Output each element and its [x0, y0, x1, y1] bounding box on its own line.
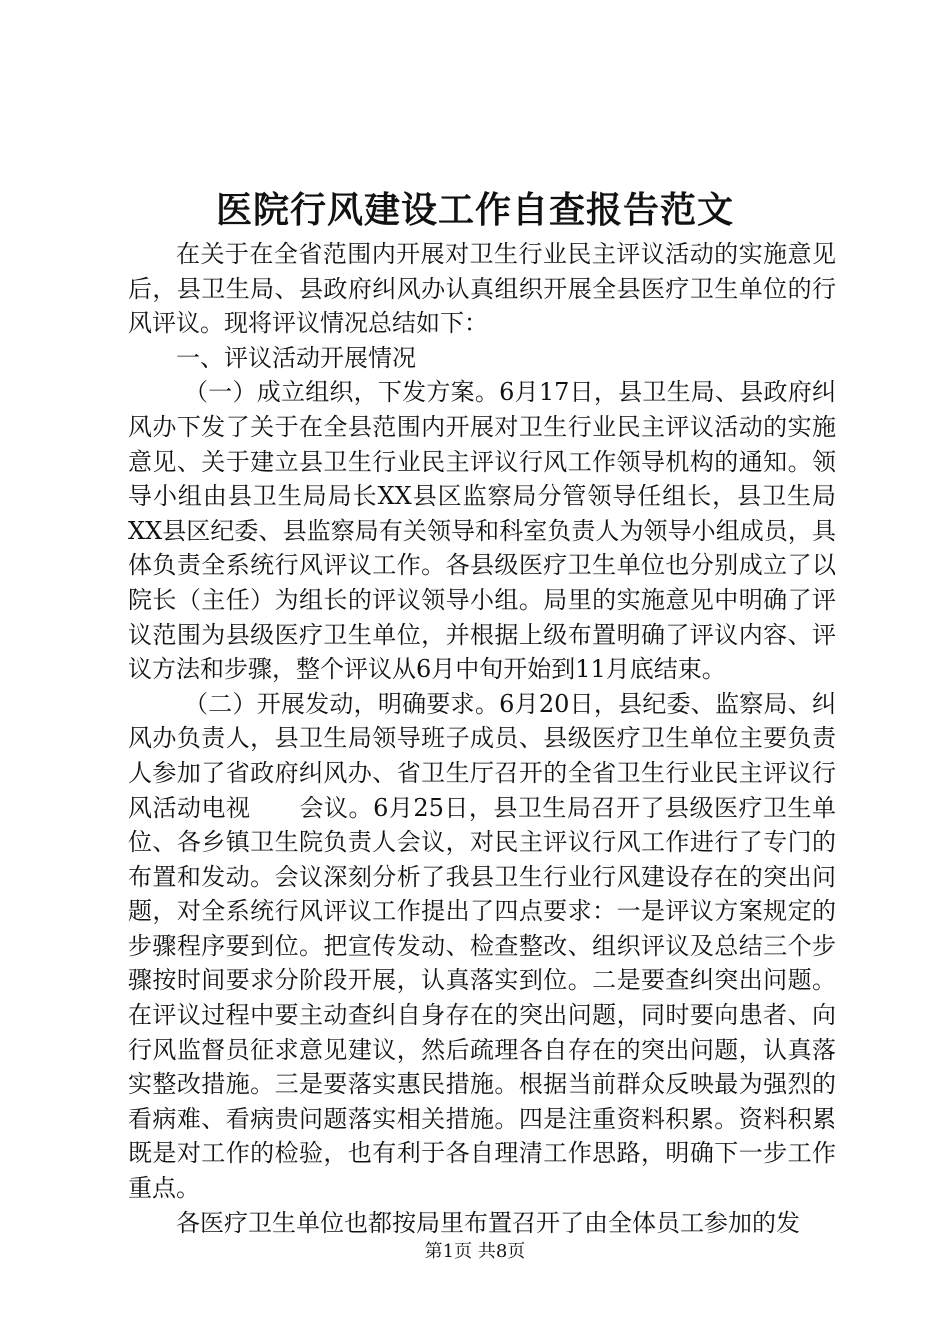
- document-title: 医院行风建设工作自查报告范文: [215, 189, 734, 231]
- paragraph-intro: 在关于在全省范围内开展对卫生行业民主评议活动的实施意见后，县卫生局、县政府纠风办认真组织开展全县医疗卫生单位的行风评议。现将评议情况总结如下：: [128, 240, 836, 338]
- document-body: [128, 237, 836, 1240]
- page-footer: 第1页 共8页: [424, 1241, 526, 1262]
- paragraph-continuation: 各医疗卫生单位也都按局里布置召开了由全体员工参加的发: [176, 1208, 800, 1237]
- paragraph-subsection-1: （一）成立组织，下发方案。6月17日，县卫生局、县政府纠风办下发了关于在全县范围内开展对卫生行业民主评议活动的实施意见、关于建立县卫生行业民主评议行风工作领导机构的通知。领导小组由县卫生局局长XX县区监察局分管领导任组长，县卫生局XX县区纪委、县监察局有关领导和科室负责人为领导小组成员，具体负责全系统行风评议工作。各县级医疗卫生单位也分别成立了以院长（主任）为组长的评议领导小组。局里的实施意见中明确了评议范围为县级医疗卫生单位，并根据上级布置明确了评议内容、评议方法和步骤，整个评议从6月中旬开始到11月底结束。: [128, 378, 836, 684]
- section-heading-1: 一、评议活动开展情况: [176, 343, 416, 372]
- paragraph-subsection-2: （二）开展发动，明确要求。6月20日，县纪委、监察局、纠风办负责人，县卫生局领导班子成员、县级医疗卫生单位主要负责人参加了省政府纠风办、省卫生厅召开的全省卫生行业民主评议行风活动电视 会议。6月25日，县卫生局召开了县级医疗卫生单位、各乡镇卫生院负责人会议，对民主评议行风工作进行了专门的布置和发动。会议深刻分析了我县卫生行业行风建设存在的突出问题，对全系统行风评议工作提出了四点要求：一是评议方案规定的步骤程序要到位。把宣传发动、检查整改、组织评议及总结三个步骤按时间要求分阶段开展，认真落实到位。二是要查纠突出问题。在评议过程中要主动查纠自身存在的突出问题，同时要向患者、向行风监督员征求意见建议，然后疏理各自存在的突出问题，认真落实整改措施。三是要落实惠民措施。根据当前群众反映最为强烈的看病难、看病贵问题落实相关措施。四是注重资料积累。资料积累既是对工作的检验，也有利于各自理清工作思路，明确下一步工作重点。: [128, 689, 836, 1203]
